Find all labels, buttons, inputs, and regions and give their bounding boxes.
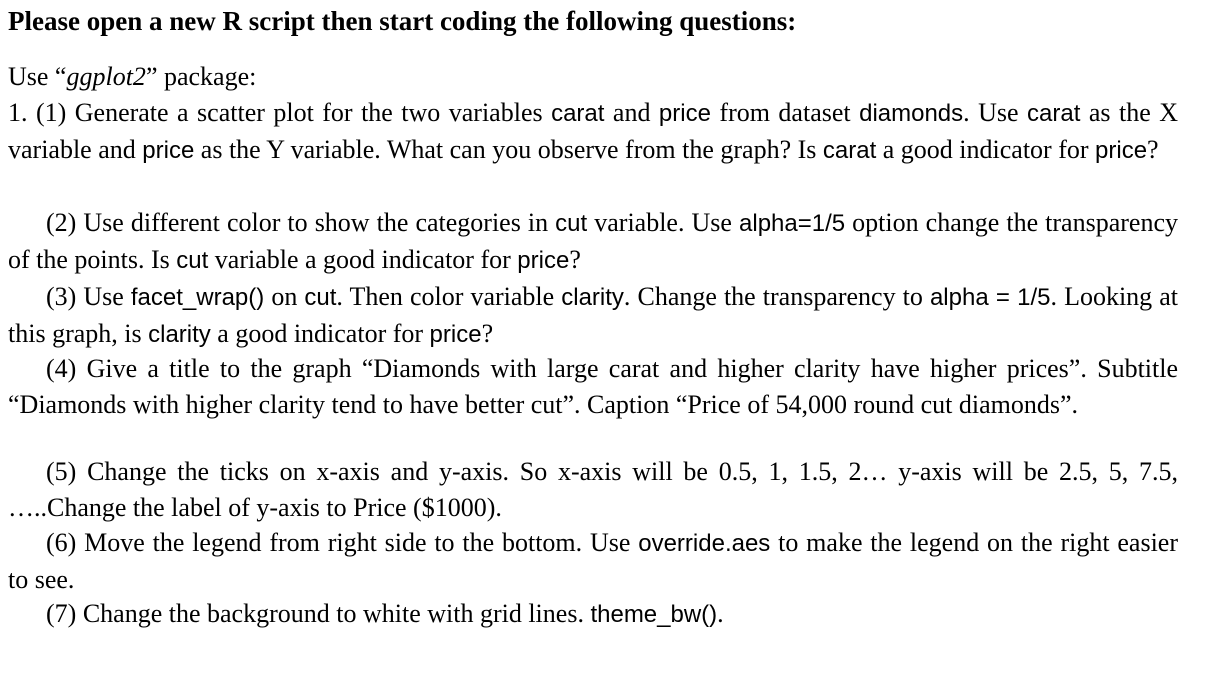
question-1-part-7 bbox=[8, 596, 1178, 633]
q2-text: ? bbox=[569, 245, 581, 274]
q3-code: facet_wrap() bbox=[130, 284, 265, 311]
instructions-heading: Please open a new R script then start coding the following questions: bbox=[8, 6, 797, 36]
q2-text: option change the transparency of the points. Is bbox=[8, 208, 1178, 274]
package-name: ggplot2 bbox=[66, 62, 146, 91]
q1-code: price bbox=[1095, 137, 1148, 164]
q3-text: ? bbox=[481, 319, 494, 348]
q7-code: theme_bw() bbox=[590, 601, 718, 628]
q1-code: price bbox=[658, 100, 711, 127]
q2-code: price bbox=[517, 247, 570, 274]
q2-code: cut bbox=[555, 210, 588, 237]
q3-text: a good indicator for bbox=[210, 319, 430, 348]
question-1-part-5: (5) Change the ticks on x-axis and y-axis. So x-axis will be 0.5, 1, 1.5, 2… y-axis will be 2.5, 5, 7.5, …..Change the label of y-axis to Price ($1000). bbox=[8, 457, 1178, 522]
q1-text: . Use bbox=[963, 98, 1028, 127]
intro-suffix: ” package: bbox=[145, 62, 257, 91]
q1-text: as the X variable and bbox=[8, 98, 1178, 164]
intro-prefix: Use “ bbox=[8, 62, 67, 91]
q1-text: 1. (1) Generate a scatter plot for the two variables bbox=[8, 98, 552, 127]
q2-text: (2) Use different color to show the categories in bbox=[46, 208, 556, 237]
question-1-part-4: (4) Give a title to the graph “Diamonds with large carat and higher clarity have higher prices”. Subtitle “Diamonds with higher clarity tend to have better cut”. Caption “Price of 54,000 round cut diamonds”. bbox=[8, 354, 1178, 419]
q1-text: and bbox=[604, 98, 659, 127]
q1-text: a good indicator for bbox=[876, 135, 1096, 164]
q3-code: price bbox=[429, 321, 482, 348]
q3-text: . Change the transparency to bbox=[623, 282, 930, 311]
q7-text: (7) Change the background to white with grid lines. bbox=[46, 599, 591, 628]
question-1-part-1 bbox=[8, 95, 1178, 169]
q1-code: diamonds bbox=[859, 100, 964, 127]
q3-text: . Looking at this graph, is bbox=[8, 282, 1179, 348]
q2-code: alpha=1/5 bbox=[739, 210, 846, 237]
q6-text: (6) Move the legend from right side to the bottom. Use bbox=[46, 528, 639, 557]
q1-code: price bbox=[142, 137, 195, 164]
question-1-part-6 bbox=[8, 525, 1178, 598]
q1-code: carat bbox=[1027, 100, 1081, 127]
question-1-part-2 bbox=[8, 205, 1178, 279]
q3-code: cut bbox=[304, 284, 337, 311]
q3-code: clarity bbox=[148, 321, 211, 348]
package-instruction bbox=[8, 59, 256, 95]
q1-text: from dataset bbox=[710, 98, 860, 127]
q3-text: on bbox=[264, 282, 305, 311]
q7-text: . bbox=[717, 599, 724, 628]
q3-text: . Then color variable bbox=[336, 282, 562, 311]
q1-code: carat bbox=[551, 100, 605, 127]
q1-text: ? bbox=[1147, 135, 1159, 164]
q2-text: variable. Use bbox=[587, 208, 740, 237]
q1-text: as the Y variable. What can you observe from the graph? Is bbox=[194, 135, 823, 164]
q2-text: variable a good indicator for bbox=[208, 245, 518, 274]
question-1-part-3 bbox=[8, 279, 1178, 353]
q2-code: cut bbox=[176, 247, 209, 274]
q1-code: carat bbox=[822, 137, 877, 164]
q6-code: override.aes bbox=[638, 530, 771, 557]
q3-text: (3) Use bbox=[46, 282, 131, 311]
q6-text: to make the legend on the right easier to see. bbox=[8, 528, 1178, 594]
q3-code: alpha = 1/5 bbox=[929, 284, 1051, 311]
q3-code: clarity bbox=[561, 284, 624, 311]
